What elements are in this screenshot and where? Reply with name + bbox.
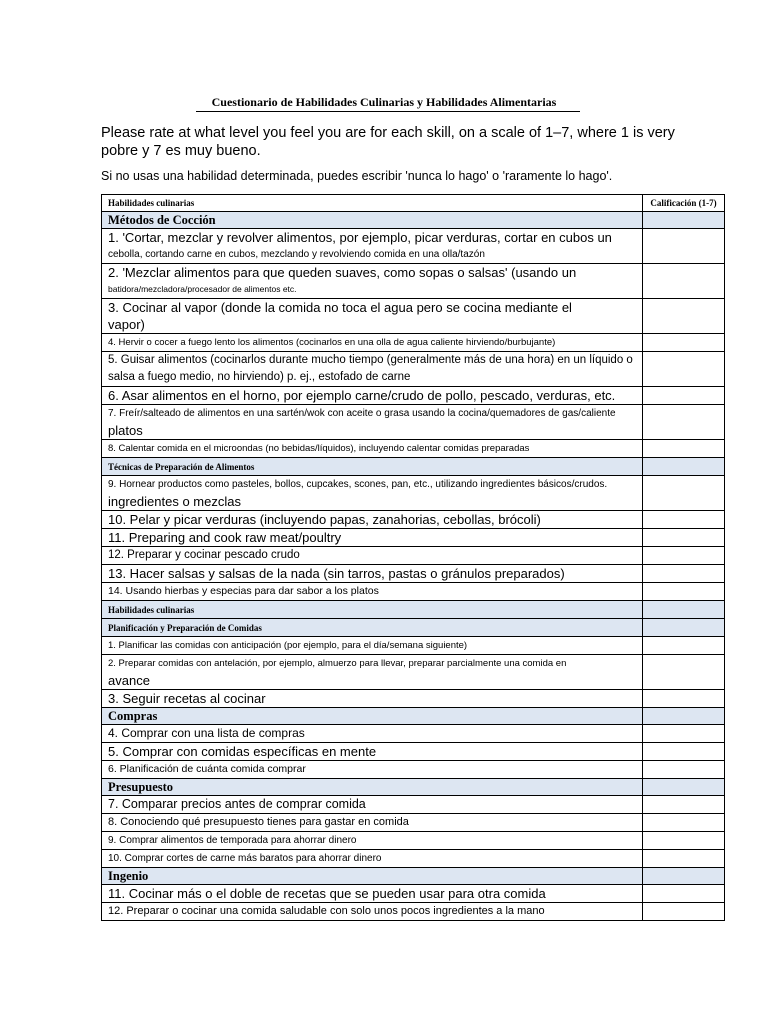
- rating-cell[interactable]: [643, 814, 725, 832]
- section-row: [102, 868, 725, 885]
- section-row: [102, 779, 725, 796]
- table-row: [102, 299, 725, 334]
- section-presupuesto: Presupuesto: [102, 779, 643, 796]
- table-row: [102, 796, 725, 814]
- section-coccion: Métodos de Cocción: [102, 212, 643, 229]
- rating-cell[interactable]: [643, 725, 725, 743]
- rating-cell[interactable]: [643, 868, 725, 885]
- section-planificacion: Planificación y Preparación de Comidas: [102, 619, 643, 637]
- intro-text: Please rate at what level you feel you are for each skill, on a scale of 1–7, where 1 is very pobre y 7 es muy bueno.: [101, 125, 675, 159]
- skills-table: [101, 194, 725, 921]
- section-ingenio: Ingenio: [102, 868, 643, 885]
- rating-cell[interactable]: [643, 440, 725, 458]
- item-label: 9. Comprar alimentos de temporada para ahorrar dinero: [102, 832, 643, 850]
- item-label: 7. Comparar precios antes de comprar comida: [102, 796, 643, 814]
- table-row: [102, 583, 725, 601]
- rating-cell[interactable]: [643, 212, 725, 229]
- item-label: 10. Pelar y picar verduras (incluyendo papas, zanahorias, cebollas, brócoli): [102, 511, 643, 529]
- section-row: [102, 601, 725, 619]
- item-label: 5. Comprar con comidas específicas en mente: [102, 743, 643, 761]
- rating-cell[interactable]: [643, 690, 725, 708]
- rating-cell[interactable]: [643, 352, 725, 387]
- item-label: 9. Hornear productos como pasteles, bollos, cupcakes, scones, pan, etc., utilizando ingredientes básicos/crudos. ingredientes o mezclas: [102, 476, 643, 511]
- section-tecnicas: Técnicas de Preparación de Alimentos: [102, 458, 643, 476]
- rating-cell[interactable]: [643, 743, 725, 761]
- item-label: 4. Hervir o cocer a fuego lento los alimentos (cocinarlos en una olla de agua caliente hirviendo/burbujante): [102, 334, 643, 352]
- item-label: 3. Seguir recetas al cocinar: [102, 690, 643, 708]
- rating-cell[interactable]: [643, 583, 725, 601]
- table-row: [102, 725, 725, 743]
- rating-cell[interactable]: [643, 761, 725, 779]
- rating-cell[interactable]: [643, 655, 725, 690]
- item-label: 5. Guisar alimentos (cocinarlos durante mucho tiempo (generalmente más de una hora) en un líquido o salsa a fuego medio, no hirviendo) p. ej., estofado de carne: [102, 352, 643, 387]
- rating-cell[interactable]: [643, 637, 725, 655]
- rating-cell[interactable]: [643, 796, 725, 814]
- rating-cell[interactable]: [643, 850, 725, 868]
- rating-cell[interactable]: [643, 476, 725, 511]
- item-label: 14. Usando hierbas y especias para dar sabor a los platos: [102, 583, 643, 601]
- table-row: [102, 903, 725, 921]
- table-header: [102, 195, 725, 212]
- rating-cell[interactable]: [643, 601, 725, 619]
- table-row: [102, 655, 725, 690]
- item-label: 7. Freír/salteado de alimentos en una sartén/wok con aceite o grasa usando la cocina/quemadores de gas/caliente platos: [102, 405, 643, 440]
- table-row: [102, 850, 725, 868]
- table-row: [102, 637, 725, 655]
- rating-cell[interactable]: [643, 885, 725, 903]
- header-rating: Calificación (1-7): [643, 195, 725, 212]
- table-row: [102, 565, 725, 583]
- rating-cell[interactable]: [643, 334, 725, 352]
- rating-cell[interactable]: [643, 619, 725, 637]
- rating-cell[interactable]: [643, 779, 725, 796]
- item-label: 6. Planificación de cuánta comida comprar: [102, 761, 643, 779]
- rating-cell[interactable]: [643, 903, 725, 921]
- item-label: 8. Calentar comida en el microondas (no bebidas/líquidos), incluyendo calentar comidas preparadas: [102, 440, 643, 458]
- item-label: 3. Cocinar al vapor (donde la comida no toca el agua pero se cocina mediante el vapor): [102, 299, 643, 334]
- table-row: [102, 690, 725, 708]
- table-row: [102, 814, 725, 832]
- table-row: [102, 511, 725, 529]
- item-label: 2. 'Mezclar alimentos para que queden suaves, como sopas o salsas' (usando un batidora/mezcladora/procesador de alimentos etc.: [102, 264, 643, 299]
- item-label: 10. Comprar cortes de carne más baratos para ahorrar dinero: [102, 850, 643, 868]
- header-skills: Habilidades culinarias: [102, 195, 643, 212]
- rating-cell[interactable]: [643, 458, 725, 476]
- item-label: 12. Preparar o cocinar una comida saludable con solo unos pocos ingredientes a la mano: [102, 903, 643, 921]
- rating-cell[interactable]: [643, 229, 725, 264]
- table-row: [102, 405, 725, 440]
- rating-cell[interactable]: [643, 299, 725, 334]
- table-row: [102, 229, 725, 264]
- rating-cell[interactable]: [643, 832, 725, 850]
- item-label: 11. Preparing and cook raw meat/poultry: [102, 529, 643, 547]
- table-row: [102, 832, 725, 850]
- section-row: [102, 619, 725, 637]
- table-row: [102, 334, 725, 352]
- title-underline: [196, 111, 580, 112]
- table-row: [102, 352, 725, 387]
- item-label: 11. Cocinar más o el doble de recetas que se pueden usar para otra comida: [102, 885, 643, 903]
- table-row: [102, 885, 725, 903]
- section-habilidades: Habilidades culinarias: [102, 601, 643, 619]
- rating-cell[interactable]: [643, 708, 725, 725]
- rating-cell[interactable]: [643, 565, 725, 583]
- section-compras: Compras: [102, 708, 643, 725]
- rating-cell[interactable]: [643, 529, 725, 547]
- table-row: [102, 264, 725, 299]
- document-title: Cuestionario de Habilidades Culinarias y Habilidades Alimentarias: [211, 95, 557, 109]
- item-label: 4. Comprar con una lista de compras: [102, 725, 643, 743]
- rating-cell[interactable]: [643, 264, 725, 299]
- item-label: 13. Hacer salsas y salsas de la nada (sin tarros, pastas o gránulos preparados): [102, 565, 643, 583]
- rating-cell[interactable]: [643, 405, 725, 440]
- table-row: [102, 547, 725, 565]
- table-row: [102, 529, 725, 547]
- item-label: 12. Preparar y cocinar pescado crudo: [102, 547, 643, 565]
- item-label: 2. Preparar comidas con antelación, por ejemplo, almuerzo para llevar, preparar parcialmente una comida en avance: [102, 655, 643, 690]
- rating-cell[interactable]: [643, 387, 725, 405]
- rating-cell[interactable]: [643, 511, 725, 529]
- table-row: [102, 440, 725, 458]
- item-label: 1. 'Cortar, mezclar y revolver alimentos, por ejemplo, picar verduras, cortar en cubos un cebolla, cortando carne en cubos, mezclando y revolviendo comida en una olla/tazón: [102, 229, 643, 264]
- table-row: [102, 476, 725, 511]
- table-row: [102, 743, 725, 761]
- item-label: 8. Conociendo qué presupuesto tienes para gastar en comida: [102, 814, 643, 832]
- item-label: 6. Asar alimentos en el horno, por ejemplo carne/crudo de pollo, pescado, verduras, etc.: [102, 387, 643, 405]
- section-row: [102, 212, 725, 229]
- note-text: Si no usas una habilidad determinada, puedes escribir 'nunca lo hago' o 'raramente lo hago'.: [101, 169, 613, 183]
- rating-cell[interactable]: [643, 547, 725, 565]
- section-row: [102, 708, 725, 725]
- table-row: [102, 761, 725, 779]
- section-row: [102, 458, 725, 476]
- table-row: [102, 387, 725, 405]
- item-label: 1. Planificar las comidas con anticipación (por ejemplo, para el día/semana siguiente): [102, 637, 643, 655]
